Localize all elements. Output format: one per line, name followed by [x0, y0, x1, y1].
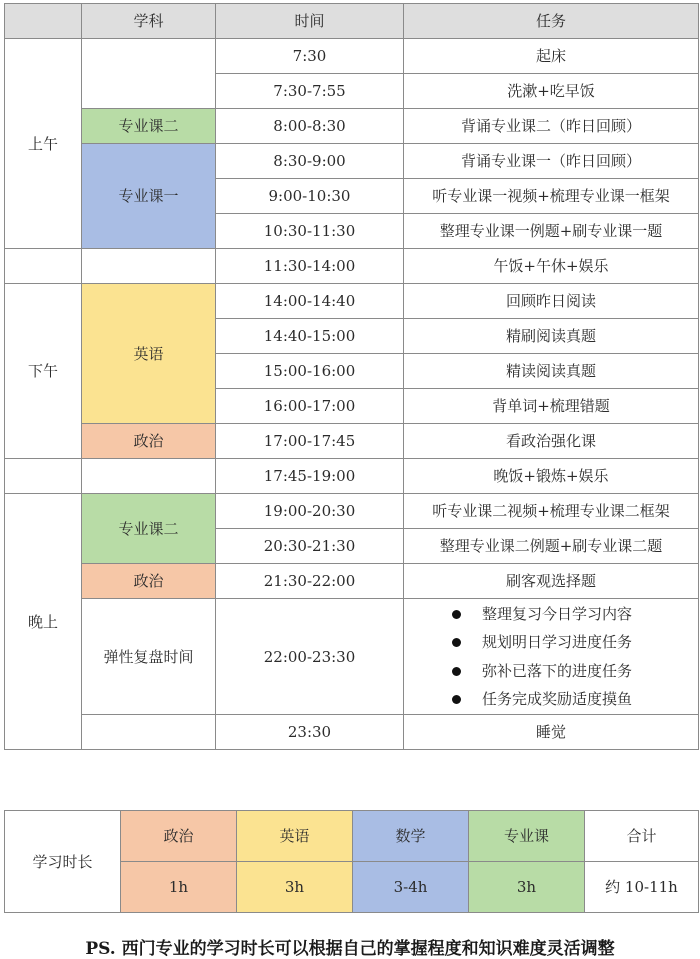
- subject-english: 英语: [82, 284, 216, 424]
- summary-english-name: 英语: [237, 811, 353, 862]
- time-cell: 14:40-15:00: [216, 319, 404, 354]
- time-cell: 21:30-22:00: [216, 564, 404, 599]
- task-cell: 背诵专业课二（昨日回顾）: [404, 109, 699, 144]
- header-task: 任务: [404, 4, 699, 39]
- task-cell: 背诵专业课一（昨日回顾）: [404, 144, 699, 179]
- task-cell: 整理专业课二例题+刷专业课二题: [404, 529, 699, 564]
- summary-major-name: 专业课: [469, 811, 585, 862]
- review-task-list: [404, 600, 698, 714]
- task-cell: 午饭+午休+娱乐: [404, 249, 699, 284]
- time-cell: 7:30: [216, 39, 404, 74]
- task-cell: 晚饭+锻炼+娱乐: [404, 459, 699, 494]
- task-cell: 听专业课二视频+梳理专业课二框架: [404, 494, 699, 529]
- subject-politics: 政治: [82, 564, 216, 599]
- task-cell: 刷客观选择题: [404, 564, 699, 599]
- summary-major-value: 3h: [469, 862, 585, 913]
- time-cell: 15:00-16:00: [216, 354, 404, 389]
- task-cell: 回顾昨日阅读: [404, 284, 699, 319]
- task-cell: 看政治强化课: [404, 424, 699, 459]
- summary-total-name: 合计: [585, 811, 699, 862]
- period-empty: [5, 249, 82, 284]
- list-item: 任务完成奖励适度摸鱼: [452, 685, 698, 714]
- subject-major2: 专业课二: [82, 494, 216, 564]
- study-hours-table: [4, 810, 699, 913]
- table-row: [5, 715, 699, 750]
- task-cell: 睡觉: [404, 715, 699, 750]
- table-row: [5, 564, 699, 599]
- header-row: [5, 4, 699, 39]
- table-row: [5, 284, 699, 319]
- subject-empty: [82, 39, 216, 109]
- task-cell: 精刷阅读真题: [404, 319, 699, 354]
- table-row: [5, 39, 699, 74]
- subject-empty: [82, 459, 216, 494]
- summary-header-row: [5, 811, 699, 862]
- task-cell: 听专业课一视频+梳理专业课一框架: [404, 179, 699, 214]
- time-cell: 17:00-17:45: [216, 424, 404, 459]
- task-cell: 起床: [404, 39, 699, 74]
- time-cell: 11:30-14:00: [216, 249, 404, 284]
- subject-review: 弹性复盘时间: [82, 599, 216, 715]
- table-row: [5, 459, 699, 494]
- period-afternoon: 下午: [5, 284, 82, 459]
- list-item: 弥补已落下的进度任务: [452, 657, 698, 686]
- task-cell: 洗漱+吃早饭: [404, 74, 699, 109]
- time-cell: 10:30-11:30: [216, 214, 404, 249]
- table-row: [5, 599, 699, 715]
- time-cell: 8:30-9:00: [216, 144, 404, 179]
- header-subject: 学科: [82, 4, 216, 39]
- time-cell: 9:00-10:30: [216, 179, 404, 214]
- table-row: [5, 249, 699, 284]
- summary-politics-value: 1h: [121, 862, 237, 913]
- time-cell: 16:00-17:00: [216, 389, 404, 424]
- schedule-table: [4, 3, 699, 750]
- task-list-cell: [404, 599, 699, 715]
- time-cell: 17:45-19:00: [216, 459, 404, 494]
- task-cell: 精读阅读真题: [404, 354, 699, 389]
- subject-major2: 专业课二: [82, 109, 216, 144]
- time-cell: 23:30: [216, 715, 404, 750]
- ps-note: PS. 西门专业的学习时长可以根据自己的掌握程度和知识难度灵活调整: [85, 939, 615, 959]
- list-item: 整理复习今日学习内容: [452, 600, 698, 629]
- subject-politics: 政治: [82, 424, 216, 459]
- period-evening: 晚上: [5, 494, 82, 750]
- summary-english-value: 3h: [237, 862, 353, 913]
- summary-politics-name: 政治: [121, 811, 237, 862]
- summary-math-value: 3-4h: [353, 862, 469, 913]
- time-cell: 8:00-8:30: [216, 109, 404, 144]
- list-item: 规划明日学习进度任务: [452, 628, 698, 657]
- header-time: 时间: [216, 4, 404, 39]
- task-cell: 整理专业课一例题+刷专业课一题: [404, 214, 699, 249]
- table-row: [5, 144, 699, 179]
- period-morning: 上午: [5, 39, 82, 249]
- time-cell: 22:00-23:30: [216, 599, 404, 715]
- summary-total-value: 约 10-11h: [585, 862, 699, 913]
- period-empty: [5, 459, 82, 494]
- subject-empty: [82, 715, 216, 750]
- subject-empty: [82, 249, 216, 284]
- subject-major1: 专业课一: [82, 144, 216, 249]
- header-period: [5, 4, 82, 39]
- time-cell: 7:30-7:55: [216, 74, 404, 109]
- table-row: [5, 424, 699, 459]
- summary-math-name: 数学: [353, 811, 469, 862]
- task-cell: 背单词+梳理错题: [404, 389, 699, 424]
- time-cell: 14:00-14:40: [216, 284, 404, 319]
- table-row: [5, 494, 699, 529]
- study-hours-label: 学习时长: [5, 811, 121, 913]
- table-row: [5, 109, 699, 144]
- time-cell: 19:00-20:30: [216, 494, 404, 529]
- time-cell: 20:30-21:30: [216, 529, 404, 564]
